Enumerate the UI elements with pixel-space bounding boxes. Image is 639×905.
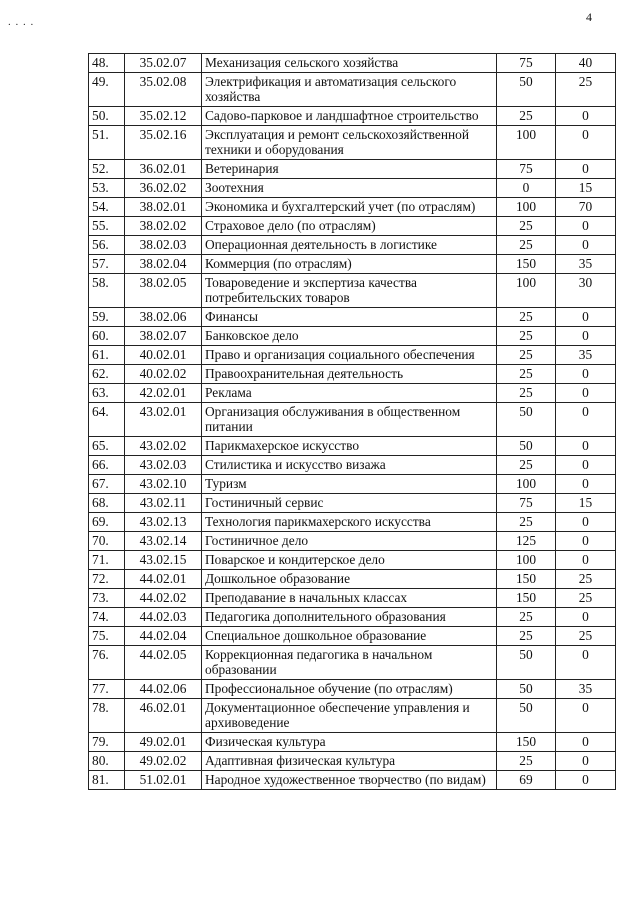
table-row [89,308,616,327]
row-number: 63. [89,384,125,403]
specialty-code: 36.02.01 [125,160,202,179]
specialty-code: 43.02.02 [125,437,202,456]
row-number: 68. [89,494,125,513]
table-row [89,274,616,308]
specialties-table [88,53,616,790]
value-col-2: 0 [556,513,616,532]
value-col-2: 0 [556,608,616,627]
table-row [89,494,616,513]
value-col-2: 0 [556,699,616,733]
value-col-1: 25 [497,513,556,532]
value-col-2: 25 [556,589,616,608]
value-col-2: 0 [556,456,616,475]
table-row [89,646,616,680]
table-body [89,54,616,790]
value-col-2: 0 [556,437,616,456]
specialty-code: 35.02.07 [125,54,202,73]
value-col-2: 0 [556,475,616,494]
value-col-1: 50 [497,73,556,107]
table-row [89,365,616,384]
specialty-code: 38.02.07 [125,327,202,346]
specialty-name: Педагогика дополнительного образования [202,608,497,627]
table-row [89,437,616,456]
specialty-code: 43.02.14 [125,532,202,551]
specialty-name: Коммерция (по отраслям) [202,255,497,274]
specialty-code: 35.02.16 [125,126,202,160]
value-col-2: 25 [556,570,616,589]
value-col-2: 0 [556,327,616,346]
row-number: 66. [89,456,125,475]
value-col-1: 150 [497,589,556,608]
value-col-2: 0 [556,771,616,790]
specialty-code: 38.02.05 [125,274,202,308]
value-col-1: 25 [497,107,556,126]
table-row [89,733,616,752]
value-col-1: 25 [497,752,556,771]
table-row [89,255,616,274]
specialty-name: Специальное дошкольное образование [202,627,497,646]
row-number: 49. [89,73,125,107]
specialty-code: 38.02.02 [125,217,202,236]
row-number: 81. [89,771,125,790]
value-col-2: 15 [556,179,616,198]
table-row [89,699,616,733]
specialty-code: 40.02.01 [125,346,202,365]
value-col-1: 100 [497,126,556,160]
table-row [89,771,616,790]
table-row [89,73,616,107]
value-col-1: 150 [497,733,556,752]
specialty-name: Садово-парковое и ландшафтное строительство [202,107,497,126]
specialty-name: Технология парикмахерского искусства [202,513,497,532]
row-number: 79. [89,733,125,752]
row-number: 72. [89,570,125,589]
value-col-1: 25 [497,236,556,255]
specialty-name: Гостиничный сервис [202,494,497,513]
specialty-code: 44.02.03 [125,608,202,627]
specialty-name: Механизация сельского хозяйства [202,54,497,73]
value-col-2: 30 [556,274,616,308]
specialty-name: Эксплуатация и ремонт сельскохозяйственной техники и оборудования [202,126,497,160]
table-row [89,551,616,570]
specialty-name: Зоотехния [202,179,497,198]
table-row [89,126,616,160]
specialty-code: 44.02.06 [125,680,202,699]
row-number: 62. [89,365,125,384]
value-col-2: 25 [556,73,616,107]
value-col-2: 0 [556,126,616,160]
value-col-1: 50 [497,646,556,680]
specialty-code: 42.02.01 [125,384,202,403]
specialty-code: 44.02.01 [125,570,202,589]
value-col-1: 150 [497,255,556,274]
specialty-name: Дошкольное образование [202,570,497,589]
row-number: 57. [89,255,125,274]
row-number: 48. [89,54,125,73]
table-row [89,570,616,589]
scan-marks: . . . . [8,16,35,28]
row-number: 61. [89,346,125,365]
specialty-code: 43.02.10 [125,475,202,494]
value-col-1: 25 [497,346,556,365]
specialty-code: 36.02.02 [125,179,202,198]
table-row [89,384,616,403]
specialty-name: Правоохранительная деятельность [202,365,497,384]
table-row [89,346,616,365]
value-col-1: 100 [497,551,556,570]
table-row [89,589,616,608]
value-col-1: 50 [497,699,556,733]
value-col-1: 75 [497,494,556,513]
specialty-name: Поварское и кондитерское дело [202,551,497,570]
specialty-code: 43.02.11 [125,494,202,513]
value-col-1: 150 [497,570,556,589]
row-number: 59. [89,308,125,327]
specialty-code: 40.02.02 [125,365,202,384]
specialty-code: 49.02.02 [125,752,202,771]
value-col-2: 0 [556,107,616,126]
value-col-2: 0 [556,217,616,236]
specialty-name: Страховое дело (по отраслям) [202,217,497,236]
specialty-code: 43.02.13 [125,513,202,532]
value-col-1: 100 [497,274,556,308]
table-row [89,160,616,179]
table-row [89,198,616,217]
specialty-name: Операционная деятельность в логистике [202,236,497,255]
specialty-code: 43.02.15 [125,551,202,570]
value-col-2: 0 [556,308,616,327]
table-row [89,217,616,236]
row-number: 52. [89,160,125,179]
row-number: 78. [89,699,125,733]
value-col-2: 40 [556,54,616,73]
specialty-name: Ветеринария [202,160,497,179]
row-number: 53. [89,179,125,198]
table-row [89,327,616,346]
value-col-2: 0 [556,160,616,179]
specialty-name: Адаптивная физическая культура [202,752,497,771]
specialty-code: 46.02.01 [125,699,202,733]
specialty-code: 44.02.02 [125,589,202,608]
table-row [89,107,616,126]
table-row [89,475,616,494]
value-col-2: 0 [556,532,616,551]
row-number: 77. [89,680,125,699]
value-col-2: 35 [556,346,616,365]
specialty-code: 43.02.01 [125,403,202,437]
table-row [89,403,616,437]
row-number: 58. [89,274,125,308]
row-number: 69. [89,513,125,532]
specialty-name: Электрификация и автоматизация сельского хозяйства [202,73,497,107]
page-number: 4 [586,10,592,24]
specialty-code: 51.02.01 [125,771,202,790]
value-col-1: 75 [497,54,556,73]
value-col-2: 0 [556,646,616,680]
value-col-2: 0 [556,365,616,384]
value-col-1: 50 [497,437,556,456]
table-row [89,513,616,532]
row-number: 64. [89,403,125,437]
value-col-1: 25 [497,365,556,384]
value-col-1: 100 [497,198,556,217]
specialty-name: Туризм [202,475,497,494]
value-col-1: 50 [497,403,556,437]
row-number: 76. [89,646,125,680]
table-row [89,179,616,198]
value-col-2: 35 [556,680,616,699]
value-col-1: 25 [497,456,556,475]
value-col-1: 25 [497,608,556,627]
value-col-1: 75 [497,160,556,179]
specialty-code: 38.02.06 [125,308,202,327]
table-row [89,456,616,475]
value-col-2: 0 [556,733,616,752]
specialty-code: 44.02.04 [125,627,202,646]
specialty-name: Товароведение и экспертиза качества потребительских товаров [202,274,497,308]
row-number: 54. [89,198,125,217]
value-col-2: 0 [556,236,616,255]
value-col-1: 69 [497,771,556,790]
value-col-1: 25 [497,217,556,236]
row-number: 80. [89,752,125,771]
table-row [89,532,616,551]
value-col-2: 25 [556,627,616,646]
table-row [89,236,616,255]
table-row [89,752,616,771]
row-number: 70. [89,532,125,551]
value-col-1: 50 [497,680,556,699]
specialty-name: Преподавание в начальных классах [202,589,497,608]
specialty-code: 38.02.04 [125,255,202,274]
value-col-2: 0 [556,384,616,403]
row-number: 65. [89,437,125,456]
specialty-code: 38.02.01 [125,198,202,217]
table-row [89,627,616,646]
value-col-1: 25 [497,308,556,327]
value-col-1: 125 [497,532,556,551]
specialty-name: Организация обслуживания в общественном питании [202,403,497,437]
row-number: 73. [89,589,125,608]
specialty-name: Коррекционная педагогика в начальном образовании [202,646,497,680]
specialty-name: Право и организация социального обеспечения [202,346,497,365]
specialty-name: Физическая культура [202,733,497,752]
specialty-name: Экономика и бухгалтерский учет (по отраслям) [202,198,497,217]
value-col-2: 70 [556,198,616,217]
specialty-name: Профессиональное обучение (по отраслям) [202,680,497,699]
specialty-name: Народное художественное творчество (по видам) [202,771,497,790]
table-row [89,54,616,73]
value-col-2: 0 [556,403,616,437]
specialty-code: 38.02.03 [125,236,202,255]
row-number: 55. [89,217,125,236]
specialty-name: Документационное обеспечение управления и архивоведение [202,699,497,733]
value-col-1: 25 [497,627,556,646]
table-row [89,680,616,699]
row-number: 74. [89,608,125,627]
specialty-code: 44.02.05 [125,646,202,680]
value-col-1: 25 [497,384,556,403]
specialty-code: 43.02.03 [125,456,202,475]
table-row [89,608,616,627]
specialty-name: Реклама [202,384,497,403]
specialty-code: 49.02.01 [125,733,202,752]
value-col-2: 0 [556,752,616,771]
value-col-2: 0 [556,551,616,570]
row-number: 51. [89,126,125,160]
value-col-2: 35 [556,255,616,274]
value-col-1: 0 [497,179,556,198]
specialty-name: Гостиничное дело [202,532,497,551]
row-number: 71. [89,551,125,570]
row-number: 56. [89,236,125,255]
value-col-1: 100 [497,475,556,494]
specialty-name: Стилистика и искусство визажа [202,456,497,475]
specialty-name: Парикмахерское искусство [202,437,497,456]
specialty-code: 35.02.12 [125,107,202,126]
value-col-1: 25 [497,327,556,346]
row-number: 75. [89,627,125,646]
row-number: 50. [89,107,125,126]
specialty-code: 35.02.08 [125,73,202,107]
row-number: 67. [89,475,125,494]
value-col-2: 15 [556,494,616,513]
specialty-name: Финансы [202,308,497,327]
row-number: 60. [89,327,125,346]
specialty-name: Банковское дело [202,327,497,346]
